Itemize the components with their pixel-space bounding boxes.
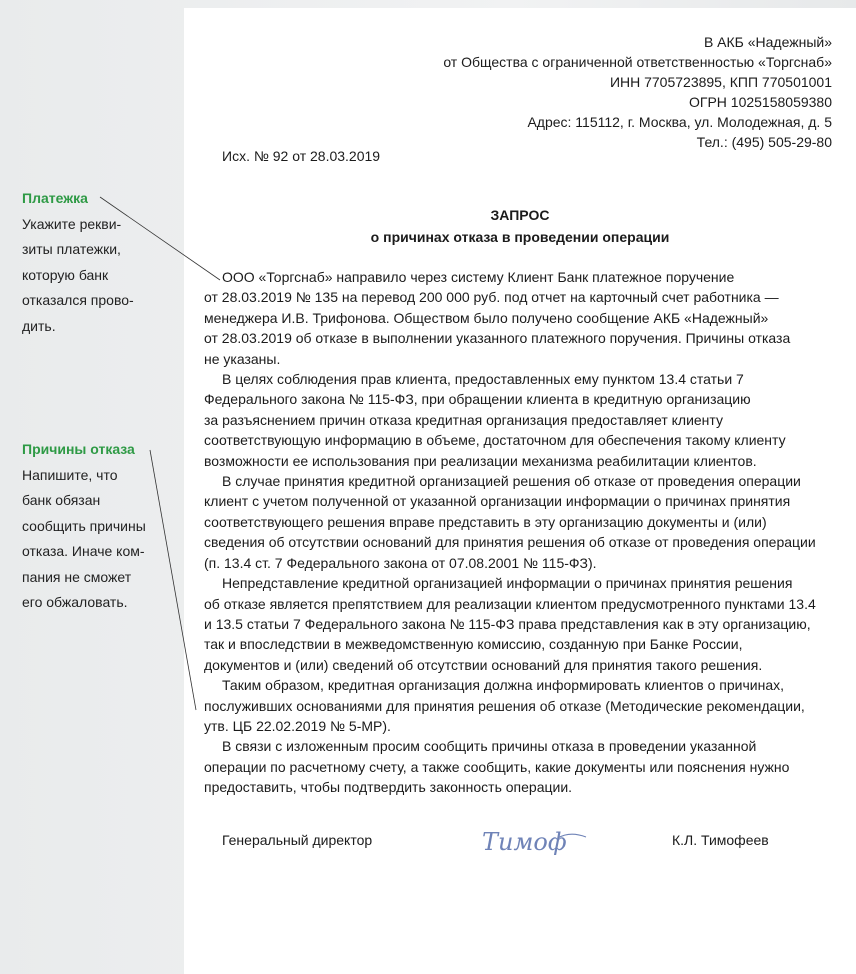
paragraph-line: соответствующую информацию в объеме, достаточном для обеспечения такому клиенту: [204, 432, 786, 449]
sidebar-note-text: Напишите, что банк обязан сообщить причины отказа. Иначе ком- пания не сможет его обжаловать.: [22, 466, 146, 610]
paragraph-line: В связи с изложенным просим сообщить причины отказа в проведении указанной: [222, 738, 757, 755]
addressee-line: В АКБ «Надежный»: [703, 34, 832, 50]
paragraph-line: не указаны.: [204, 350, 281, 367]
addressee-line: ОГРН 1025158059380: [688, 94, 832, 110]
paragraph-line: за разъяснением причин отказа кредитная организация предоставляет клиенту: [204, 411, 723, 428]
paragraph-line: от 28.03.2019 об отказе в выполнении указанного платежного поручения. Причины отказа: [204, 330, 791, 347]
paragraph-line: клиент с учетом полученной от указанной организации информации о причинах принятия: [204, 493, 791, 510]
paragraph-line: сведения об отсутствии оснований для принятия решения об отказе от проведения операции: [204, 534, 816, 551]
document-subtitle: о причинах отказа в проведении операции: [370, 229, 670, 245]
addressee-line: ИНН 7705723895, КПП 770501001: [609, 74, 832, 90]
paragraph-line: ООО «Торгснаб» направило через систему Клиент Банк платежное поручение: [222, 269, 735, 285]
sidebar-note-text: Укажите рекви- зиты платежки, которую банк отказался прово- дить.: [22, 215, 134, 334]
signatory-position: Генеральный директор: [222, 832, 373, 848]
addressee-line: Тел.: (495) 505-29-80: [696, 134, 832, 150]
document-title: ЗАПРОС: [490, 207, 550, 223]
signatory-name: К.Л. Тимофеев: [672, 832, 769, 848]
leader-line-payment: [100, 197, 220, 280]
paragraph-line: так и впоследствии в межведомственную комиссию, созданную при Банке России,: [204, 636, 743, 653]
sidebar-note-heading: Причины отказа: [22, 441, 135, 457]
paragraph-line: послуживших основаниями для принятия решения об отказе (Методические рекомендации,: [204, 697, 805, 714]
paragraph-line: об отказе является препятствием для реализации клиентом предусмотренного пунктами 13.4: [204, 595, 816, 612]
sidebar-note-heading: Платежка: [22, 190, 88, 206]
signature-text: Тимоф: [482, 828, 567, 856]
paragraph-line: от 28.03.2019 № 135 на перевод 200 000 руб. под отчет на карточный счет работника —: [204, 289, 779, 306]
paragraph-line: Федерального закона № 115-ФЗ, при обращении клиента в кредитную организацию: [204, 391, 751, 408]
paragraph-line: и 13.5 статьи 7 Федерального закона № 115-ФЗ права представления как в эту организацию,: [204, 615, 811, 632]
paragraph-line: В случае принятия кредитной организацией решения об отказе от проведения операции: [222, 473, 801, 490]
paragraph-line: В целях соблюдения прав клиента, предоставленных ему пунктом 13.4 статьи 7: [222, 371, 744, 388]
paragraph-line: возможности ее использования при реализации механизма реабилитации клиентов.: [204, 452, 757, 469]
paragraph-line: Таким образом, кредитная организация должна информировать клиентов о причинах,: [222, 677, 784, 694]
paragraph-line: утв. ЦБ 22.02.2019 № 5-МР).: [204, 717, 391, 734]
leader-line-refusal: [150, 450, 196, 710]
paragraph-line: соответствующего решения вправе представить в эту организацию документы и (или): [204, 513, 767, 530]
paragraph-line: менеджера И.В. Трифонова. Обществом было получено сообщение АКБ «Надежный»: [204, 309, 769, 326]
paragraph-line: (п. 13.4 ст. 7 Федерального закона от 07.08.2001 № 115-ФЗ).: [204, 554, 597, 571]
paragraph-line: Непредставление кредитной организацией информации о причинах принятия решения: [222, 575, 793, 592]
paragraph-line: документов и (или) сведений об отсутствии оснований для принятия такого решения.: [204, 656, 763, 673]
addressee-line: Адрес: 115112, г. Москва, ул. Молодежная, д. 5: [527, 114, 832, 130]
outgoing-reference: Исх. № 92 от 28.03.2019: [222, 148, 381, 164]
paragraph-line: операции по расчетному счету, а также сообщить, какие документы или пояснения нужно: [204, 758, 790, 775]
addressee-line: от Общества с ограниченной ответственностью «Торгснаб»: [443, 54, 832, 70]
paragraph-line: предоставить, чтобы подтвердить законность операции.: [204, 779, 573, 796]
